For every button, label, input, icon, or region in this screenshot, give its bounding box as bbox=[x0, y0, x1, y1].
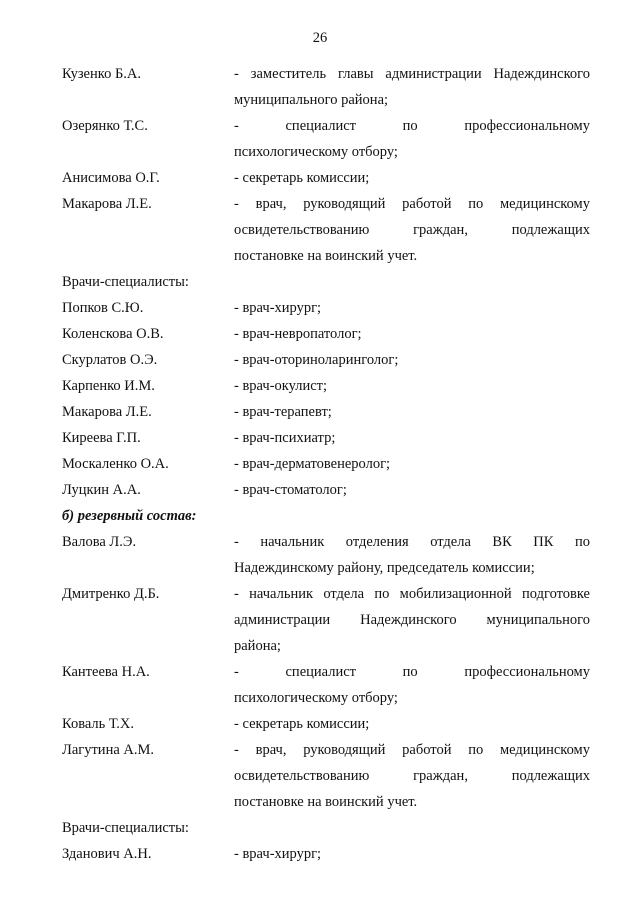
role-line: района; bbox=[234, 638, 281, 654]
role-line: постановке на воинский учет. bbox=[234, 794, 418, 810]
specialist-name: Карпенко И.М. bbox=[62, 378, 155, 394]
specialist-role: - врач-оториноларинголог; bbox=[234, 352, 399, 368]
specialist-role: - врач-дерматовенеролог; bbox=[234, 456, 391, 472]
role-line: Надеждинскому району, председатель комиссии; bbox=[234, 560, 535, 576]
specialist-entry bbox=[62, 425, 590, 451]
member-name: Озерянко Т.С. bbox=[62, 118, 148, 134]
member-role bbox=[234, 113, 590, 165]
member-name: Дмитренко Д.Б. bbox=[62, 586, 160, 602]
member-entry bbox=[62, 113, 590, 165]
specialist-role: - врач-окулист; bbox=[234, 378, 328, 394]
main-members-list bbox=[62, 61, 590, 269]
specialist-entry bbox=[62, 373, 590, 399]
specialist-name: Попков С.Ю. bbox=[62, 300, 144, 316]
specialist-entry bbox=[62, 399, 590, 425]
specialist-entry bbox=[62, 295, 590, 321]
role-line: освидетельствованию граждан, подлежащих bbox=[234, 222, 590, 238]
specialist-name: Киреева Г.П. bbox=[62, 430, 141, 446]
specialist-role: - врач-невропатолог; bbox=[234, 326, 362, 342]
role-line: постановке на воинский учет. bbox=[234, 248, 418, 264]
specialist-name: Коленскова О.В. bbox=[62, 326, 164, 342]
member-entry bbox=[62, 165, 590, 191]
member-role bbox=[234, 165, 590, 191]
role-line: - начальник отдела по мобилизационной подготовке bbox=[234, 586, 590, 602]
reserve-members-list bbox=[62, 529, 590, 815]
role-line: - врач, руководящий работой по медицинскому bbox=[234, 196, 590, 212]
member-entry bbox=[62, 191, 590, 269]
specialist-entry bbox=[62, 321, 590, 347]
specialist-role: - врач-психиатр; bbox=[234, 430, 336, 446]
role-line: - заместитель главы администрации Надеждинского bbox=[234, 66, 590, 82]
member-name: Кузенко Б.А. bbox=[62, 66, 141, 82]
member-name: Кантеева Н.А. bbox=[62, 664, 150, 680]
member-role bbox=[234, 711, 590, 737]
member-entry bbox=[62, 529, 590, 581]
page-number: 26 bbox=[312, 30, 328, 46]
member-name: Лагутина А.М. bbox=[62, 742, 154, 758]
role-line: муниципального района; bbox=[234, 92, 389, 108]
member-name: Анисимова О.Г. bbox=[62, 170, 160, 186]
member-role bbox=[234, 61, 590, 113]
specialist-role: - врач-терапевт; bbox=[234, 404, 332, 420]
specialist-role: - врач-хирург; bbox=[234, 846, 322, 862]
role-line: - врач, руководящий работой по медицинскому bbox=[234, 742, 590, 758]
specialists-heading: Врачи-специалисты: bbox=[62, 274, 189, 290]
member-entry bbox=[62, 581, 590, 659]
document-body bbox=[62, 61, 590, 867]
role-line: - секретарь комиссии; bbox=[234, 170, 370, 186]
member-role bbox=[234, 529, 590, 581]
specialist-name: Зданович А.Н. bbox=[62, 846, 152, 862]
specialist-entry bbox=[62, 347, 590, 373]
member-name: Коваль Т.Х. bbox=[62, 716, 135, 732]
member-role bbox=[234, 659, 590, 711]
member-name: Макарова Л.Е. bbox=[62, 196, 152, 212]
reserve-specialists-heading: Врачи-специалисты: bbox=[62, 820, 189, 836]
member-entry bbox=[62, 61, 590, 113]
member-entry bbox=[62, 737, 590, 815]
role-line: освидетельствованию граждан, подлежащих bbox=[234, 768, 590, 784]
specialist-name: Макарова Л.Е. bbox=[62, 404, 152, 420]
specialist-name: Скурлатов О.Э. bbox=[62, 352, 158, 368]
role-line: психологическому отбору; bbox=[234, 144, 398, 160]
specialist-role: - врач-хирург; bbox=[234, 300, 322, 316]
specialist-role: - врач-стоматолог; bbox=[234, 482, 347, 498]
member-name: Валова Л.Э. bbox=[62, 534, 137, 550]
specialists-list bbox=[62, 295, 590, 503]
member-role bbox=[234, 191, 590, 269]
specialist-entry bbox=[62, 477, 590, 503]
reserve-specialists-list bbox=[62, 841, 590, 867]
role-line: - специалист по профессиональному bbox=[234, 118, 590, 134]
reserve-heading: б) резервный состав: bbox=[62, 508, 197, 524]
specialist-entry bbox=[62, 451, 590, 477]
member-entry bbox=[62, 711, 590, 737]
member-role bbox=[234, 737, 590, 815]
specialist-name: Москаленко О.А. bbox=[62, 456, 169, 472]
role-line: администрации Надеждинского муниципального bbox=[234, 612, 590, 628]
role-line: - начальник отделения отдела ВК ПК по bbox=[234, 534, 590, 550]
role-line: психологическому отбору; bbox=[234, 690, 398, 706]
specialist-entry bbox=[62, 841, 590, 867]
role-line: - специалист по профессиональному bbox=[234, 664, 590, 680]
specialist-name: Луцкин А.А. bbox=[62, 482, 141, 498]
member-role bbox=[234, 581, 590, 659]
role-line: - секретарь комиссии; bbox=[234, 716, 370, 732]
member-entry bbox=[62, 659, 590, 711]
